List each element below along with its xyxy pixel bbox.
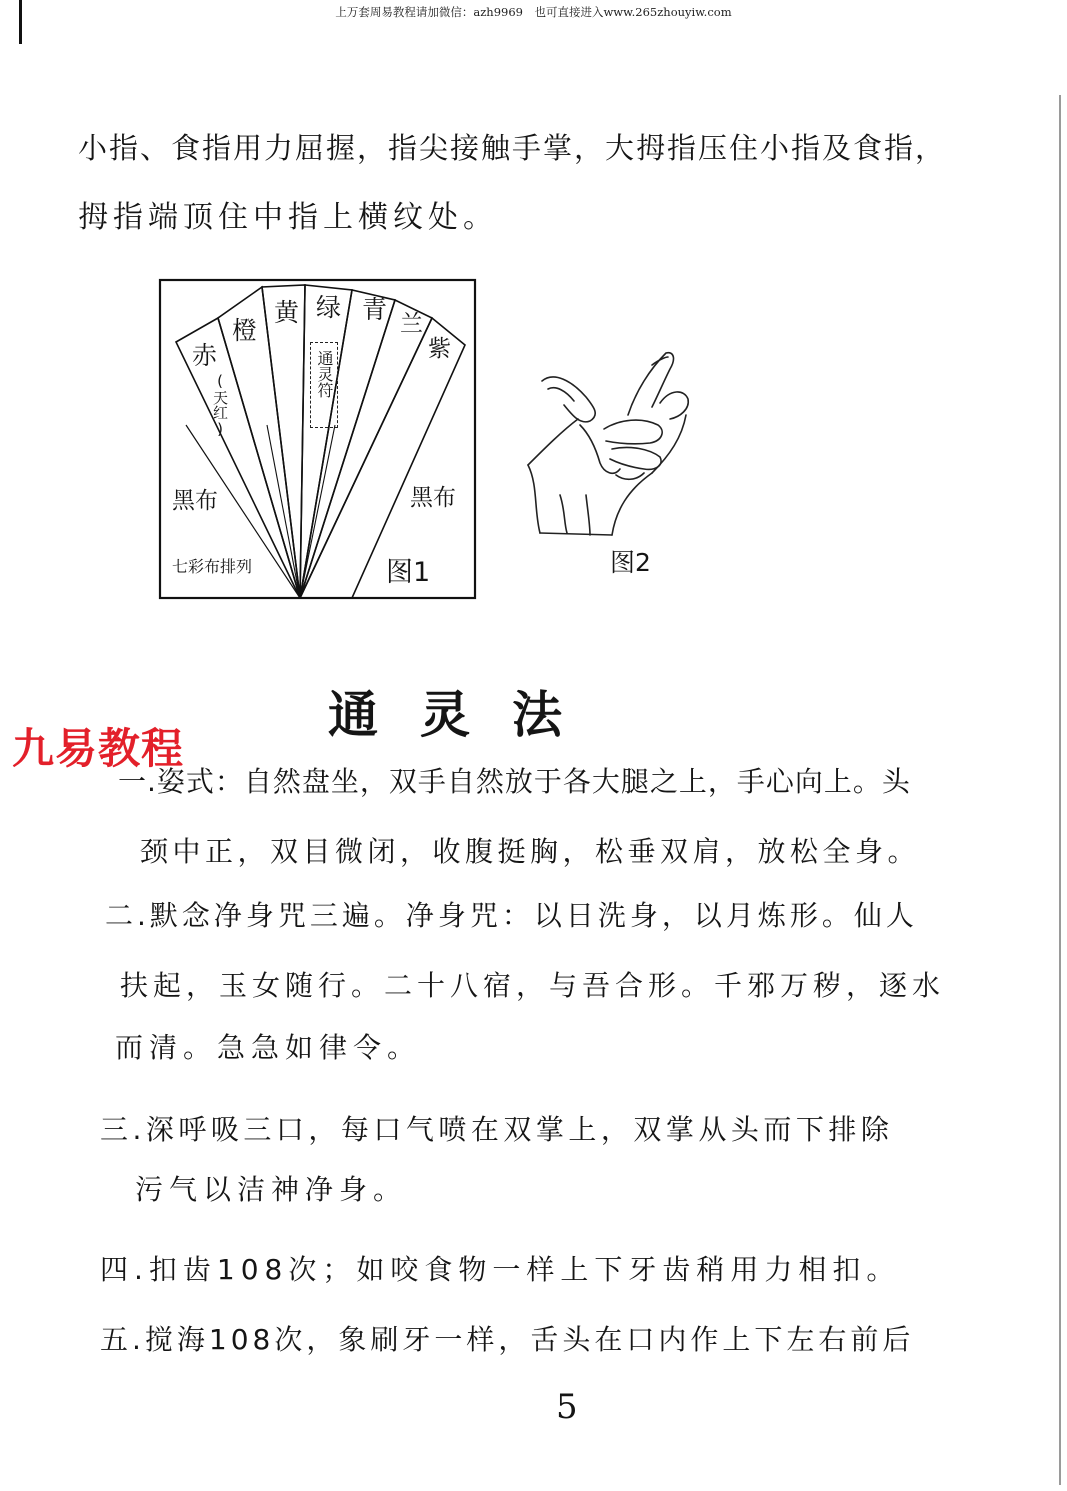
- arrangement-label: 七彩布排列: [172, 557, 253, 576]
- fan-label-yellow: 黄: [274, 298, 300, 327]
- fan-label-green: 绿: [316, 293, 342, 322]
- intro-line-1: 小指、食指用力屈握，指尖接触手掌，大拇指压住小指及食指，: [78, 131, 947, 165]
- fan-label-red-note: (天红): [211, 372, 229, 438]
- fan-label-cyan: 青: [362, 295, 388, 324]
- figure-1-caption: 图1: [386, 557, 431, 588]
- section-line-7: 污气以洁神净身。: [135, 1173, 408, 1206]
- black-cloth-left-label: 黑布: [172, 488, 218, 514]
- section-line-3: 二.默念净身咒三遍。净身咒：以日洗身，以月炼形。仙人: [105, 899, 918, 932]
- black-cloth-right-label: 黑布: [410, 485, 456, 511]
- fan-strip-orange: [218, 287, 300, 598]
- section-line-4: 扶起，玉女随行。二十八宿，与吾合形。千邪万秽，逐水: [120, 969, 946, 1002]
- fan-label-talisman: 通灵符: [315, 350, 334, 398]
- figure-2-caption: 图2: [610, 548, 651, 577]
- section-line-8: 四.扣齿108次；如咬食物一样上下牙齿稍用力相扣。: [100, 1253, 901, 1286]
- watermark-logo: 九易教程: [12, 724, 185, 773]
- fan-label-red: 赤: [192, 341, 218, 370]
- page-number: 5: [556, 1387, 578, 1427]
- right-edge-scan-line: [1059, 95, 1061, 1485]
- intro-line-2: 拇指端顶住中指上横纹处。: [78, 200, 498, 235]
- fan-label-orange: 橙: [232, 316, 258, 345]
- section-line-9: 五.搅海108次，象刷牙一样，舌头在口内作上下左右前后: [100, 1323, 915, 1356]
- fan-label-blue: 兰: [400, 311, 423, 337]
- section-line-6: 三.深呼吸三口，每口气喷在双掌上，双掌从头而下排除: [100, 1113, 894, 1146]
- section-line-2: 颈中正，双目微闭，收腹挺胸，松垂双肩，放松全身。: [140, 835, 921, 868]
- fan-label-purple: 紫: [428, 336, 451, 362]
- section-title: 通灵法: [328, 686, 604, 744]
- section-line-5: 而清。急急如律令。: [115, 1031, 422, 1064]
- section-line-1: 一.姿式：自然盘坐，双手自然放于各大腿之上，手心向上。头: [118, 765, 911, 798]
- figure-1-color-fan: [155, 275, 485, 605]
- figure-2-hand-illustration: [520, 345, 700, 545]
- header-notice: 上万套周易教程请加微信：azh9969 也可直接进入www.265zhouyiw.com: [335, 5, 732, 19]
